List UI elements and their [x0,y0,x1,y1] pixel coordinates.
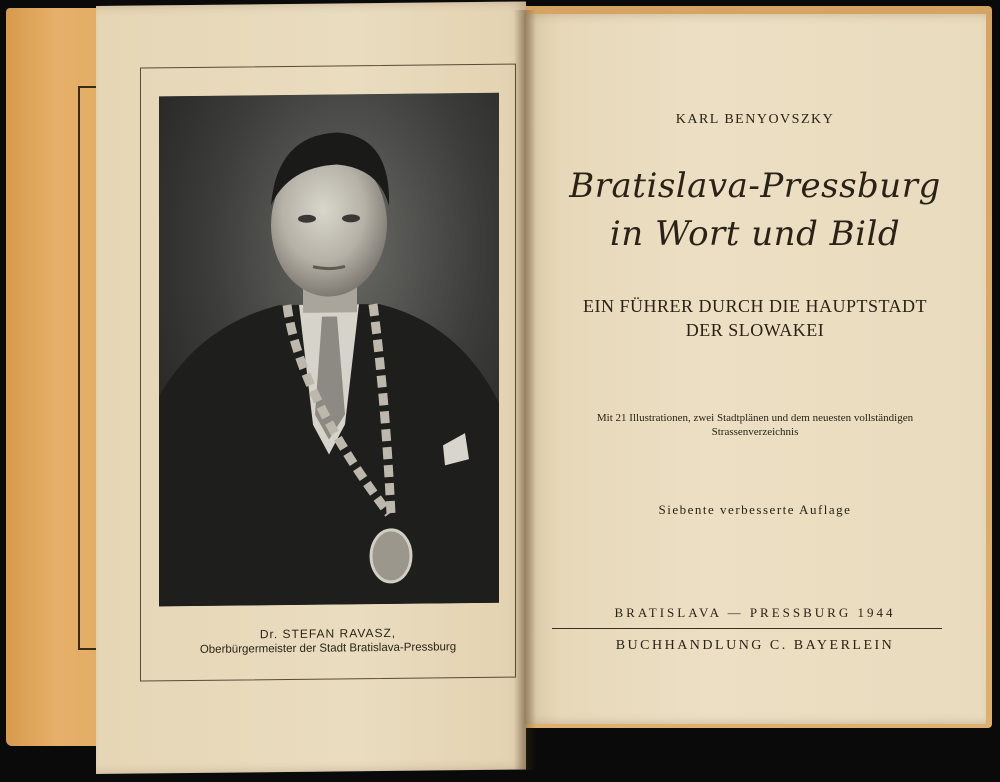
caption-role: Oberbürgermeister der Stadt Bratislava-Pressburg [199,641,457,656]
portrait-photo [159,93,499,607]
book-title-line-2: in Wort und Bild [609,214,901,254]
publisher-name: BUCHHANDLUNG C. BAYERLEIN [615,638,895,653]
illustrations-note-line-1: Mit 21 Illustrationen, zwei Stadtplänen und dem neuesten vollständigen [596,412,914,424]
author-name: KARL BENYOVSZKY [675,112,835,127]
title-page [524,14,986,724]
book-title-line-1: Bratislava-Pressburg [569,166,941,206]
subtitle-line-2: DER SLOWAKEI [685,320,825,340]
place-and-year: BRATISLAVA — PRESSBURG 1944 [614,605,896,620]
caption-name: Dr. STEFAN RAVASZ, [259,625,397,642]
frontispiece-frame [140,64,516,682]
book-gutter [514,10,536,770]
divider-rule [552,628,942,629]
illustrations-note-line-2: Strassenverzeichnis [711,426,799,438]
portrait-drawing [159,93,499,607]
edition-note: Siebente verbesserte Auflage [658,502,852,517]
subtitle-line-1: EIN FÜHRER DURCH DIE HAUPTSTADT [582,296,928,316]
left-page [96,1,526,774]
